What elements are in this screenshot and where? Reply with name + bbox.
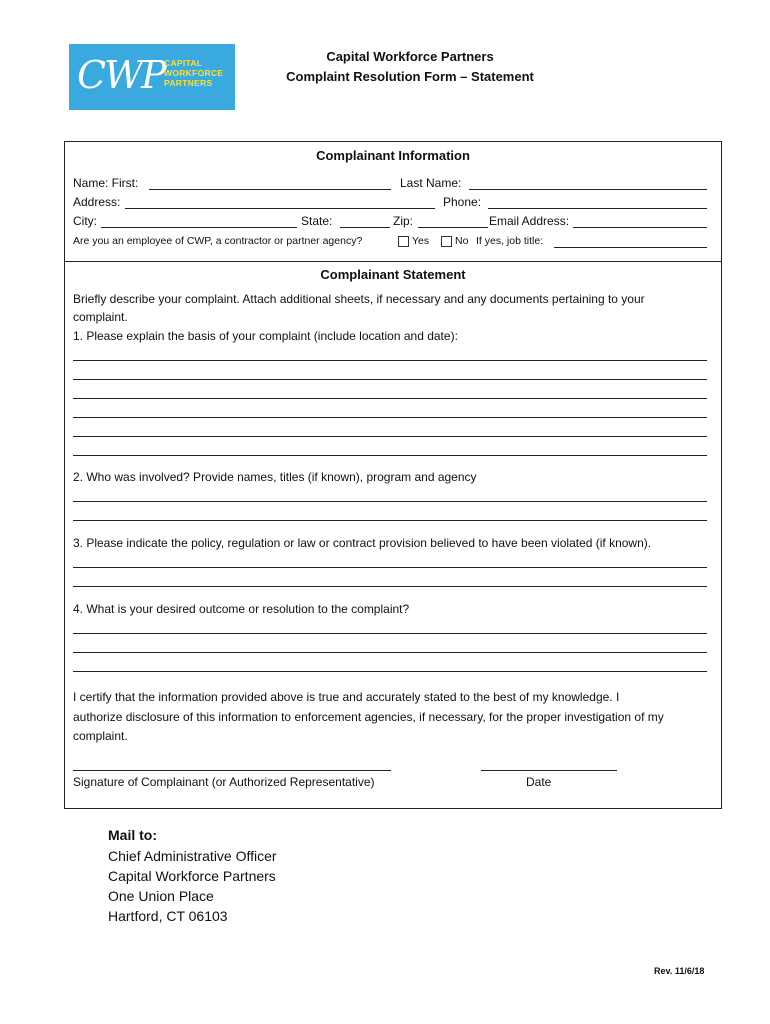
no-checkbox[interactable] [441,236,452,247]
phone-label: Phone: [443,195,482,209]
mail-heading: Mail to: [108,827,157,843]
last-name-field[interactable] [469,189,707,190]
answer-line[interactable] [73,652,707,653]
answer-line[interactable] [73,671,707,672]
question-3: 3. Please indicate the policy, regulation or law or contract provision believed to have been violated (if known). [73,536,652,550]
mail-line3: One Union Place [108,888,214,904]
zip-field[interactable] [418,227,488,228]
signature-label: Signature of Complainant (or Authorized Representative) [73,775,375,789]
answer-line[interactable] [73,455,707,456]
city-field[interactable] [101,227,297,228]
job-title-field[interactable] [554,247,707,248]
answer-line[interactable] [73,586,707,587]
answer-line[interactable] [73,398,707,399]
last-name-label: Last Name: [400,176,462,190]
mail-line1: Chief Administrative Officer [108,848,277,864]
statement-intro-line1: Briefly describe your complaint. Attach additional sheets, if necessary and any documents pertaining to your [73,292,645,306]
complainant-information-section [64,141,722,262]
statement-intro-line2: complaint. [73,310,128,324]
revision-date: Rev. 11/6/18 [654,966,705,976]
logo-mark: CWP [77,53,165,97]
complainant-statement-section [64,261,722,809]
question-1: 1. Please explain the basis of your complaint (include location and date): [73,329,458,343]
phone-field[interactable] [488,208,707,209]
answer-line[interactable] [73,436,707,437]
date-label: Date [526,775,552,789]
yes-checkbox[interactable] [398,236,409,247]
mail-line2: Capital Workforce Partners [108,868,276,884]
mail-line4: Hartford, CT 06103 [108,908,228,924]
first-name-label: Name: First: [73,176,139,190]
certify-line2: authorize disclosure of this information to enforcement agencies, if necessary, for the proper investigation of my [73,710,664,724]
answer-line[interactable] [73,520,707,521]
certify-line3: complaint. [73,729,128,743]
city-label: City: [73,214,97,228]
answer-line[interactable] [73,417,707,418]
state-field[interactable] [340,227,390,228]
question-4: 4. What is your desired outcome or resolution to the complaint? [73,602,410,616]
answer-line[interactable] [73,379,707,380]
answer-line[interactable] [73,360,707,361]
answer-line[interactable] [73,501,707,502]
cwp-logo [69,44,235,110]
date-field[interactable] [481,770,617,771]
email-label: Email Address: [489,214,570,228]
state-label: State: [301,214,333,228]
address-field[interactable] [125,208,435,209]
first-name-field[interactable] [149,189,391,190]
question-2: 2. Who was involved? Provide names, titles (if known), program and agency [73,470,477,484]
address-label: Address: [73,195,121,209]
logo-words: CAPITAL WORKFORCE PARTNERS [164,58,224,88]
form-title: Complaint Resolution Form – Statement [286,69,534,84]
section-title-statement: Complainant Statement [320,267,466,282]
employee-question: Are you an employee of CWP, a contractor or partner agency? [73,235,363,247]
zip-label: Zip: [393,214,414,228]
no-label: No [455,235,469,247]
job-title-label: If yes, job title: [476,235,544,247]
signature-field[interactable] [73,770,391,771]
answer-line[interactable] [73,633,707,634]
email-field[interactable] [573,227,707,228]
yes-label: Yes [412,235,430,247]
org-name: Capital Workforce Partners [326,49,494,64]
certify-line1: I certify that the information provided above is true and accurately stated to the best of my knowledge. I [73,690,620,704]
answer-line[interactable] [73,567,707,568]
section-title-information: Complainant Information [316,148,470,163]
